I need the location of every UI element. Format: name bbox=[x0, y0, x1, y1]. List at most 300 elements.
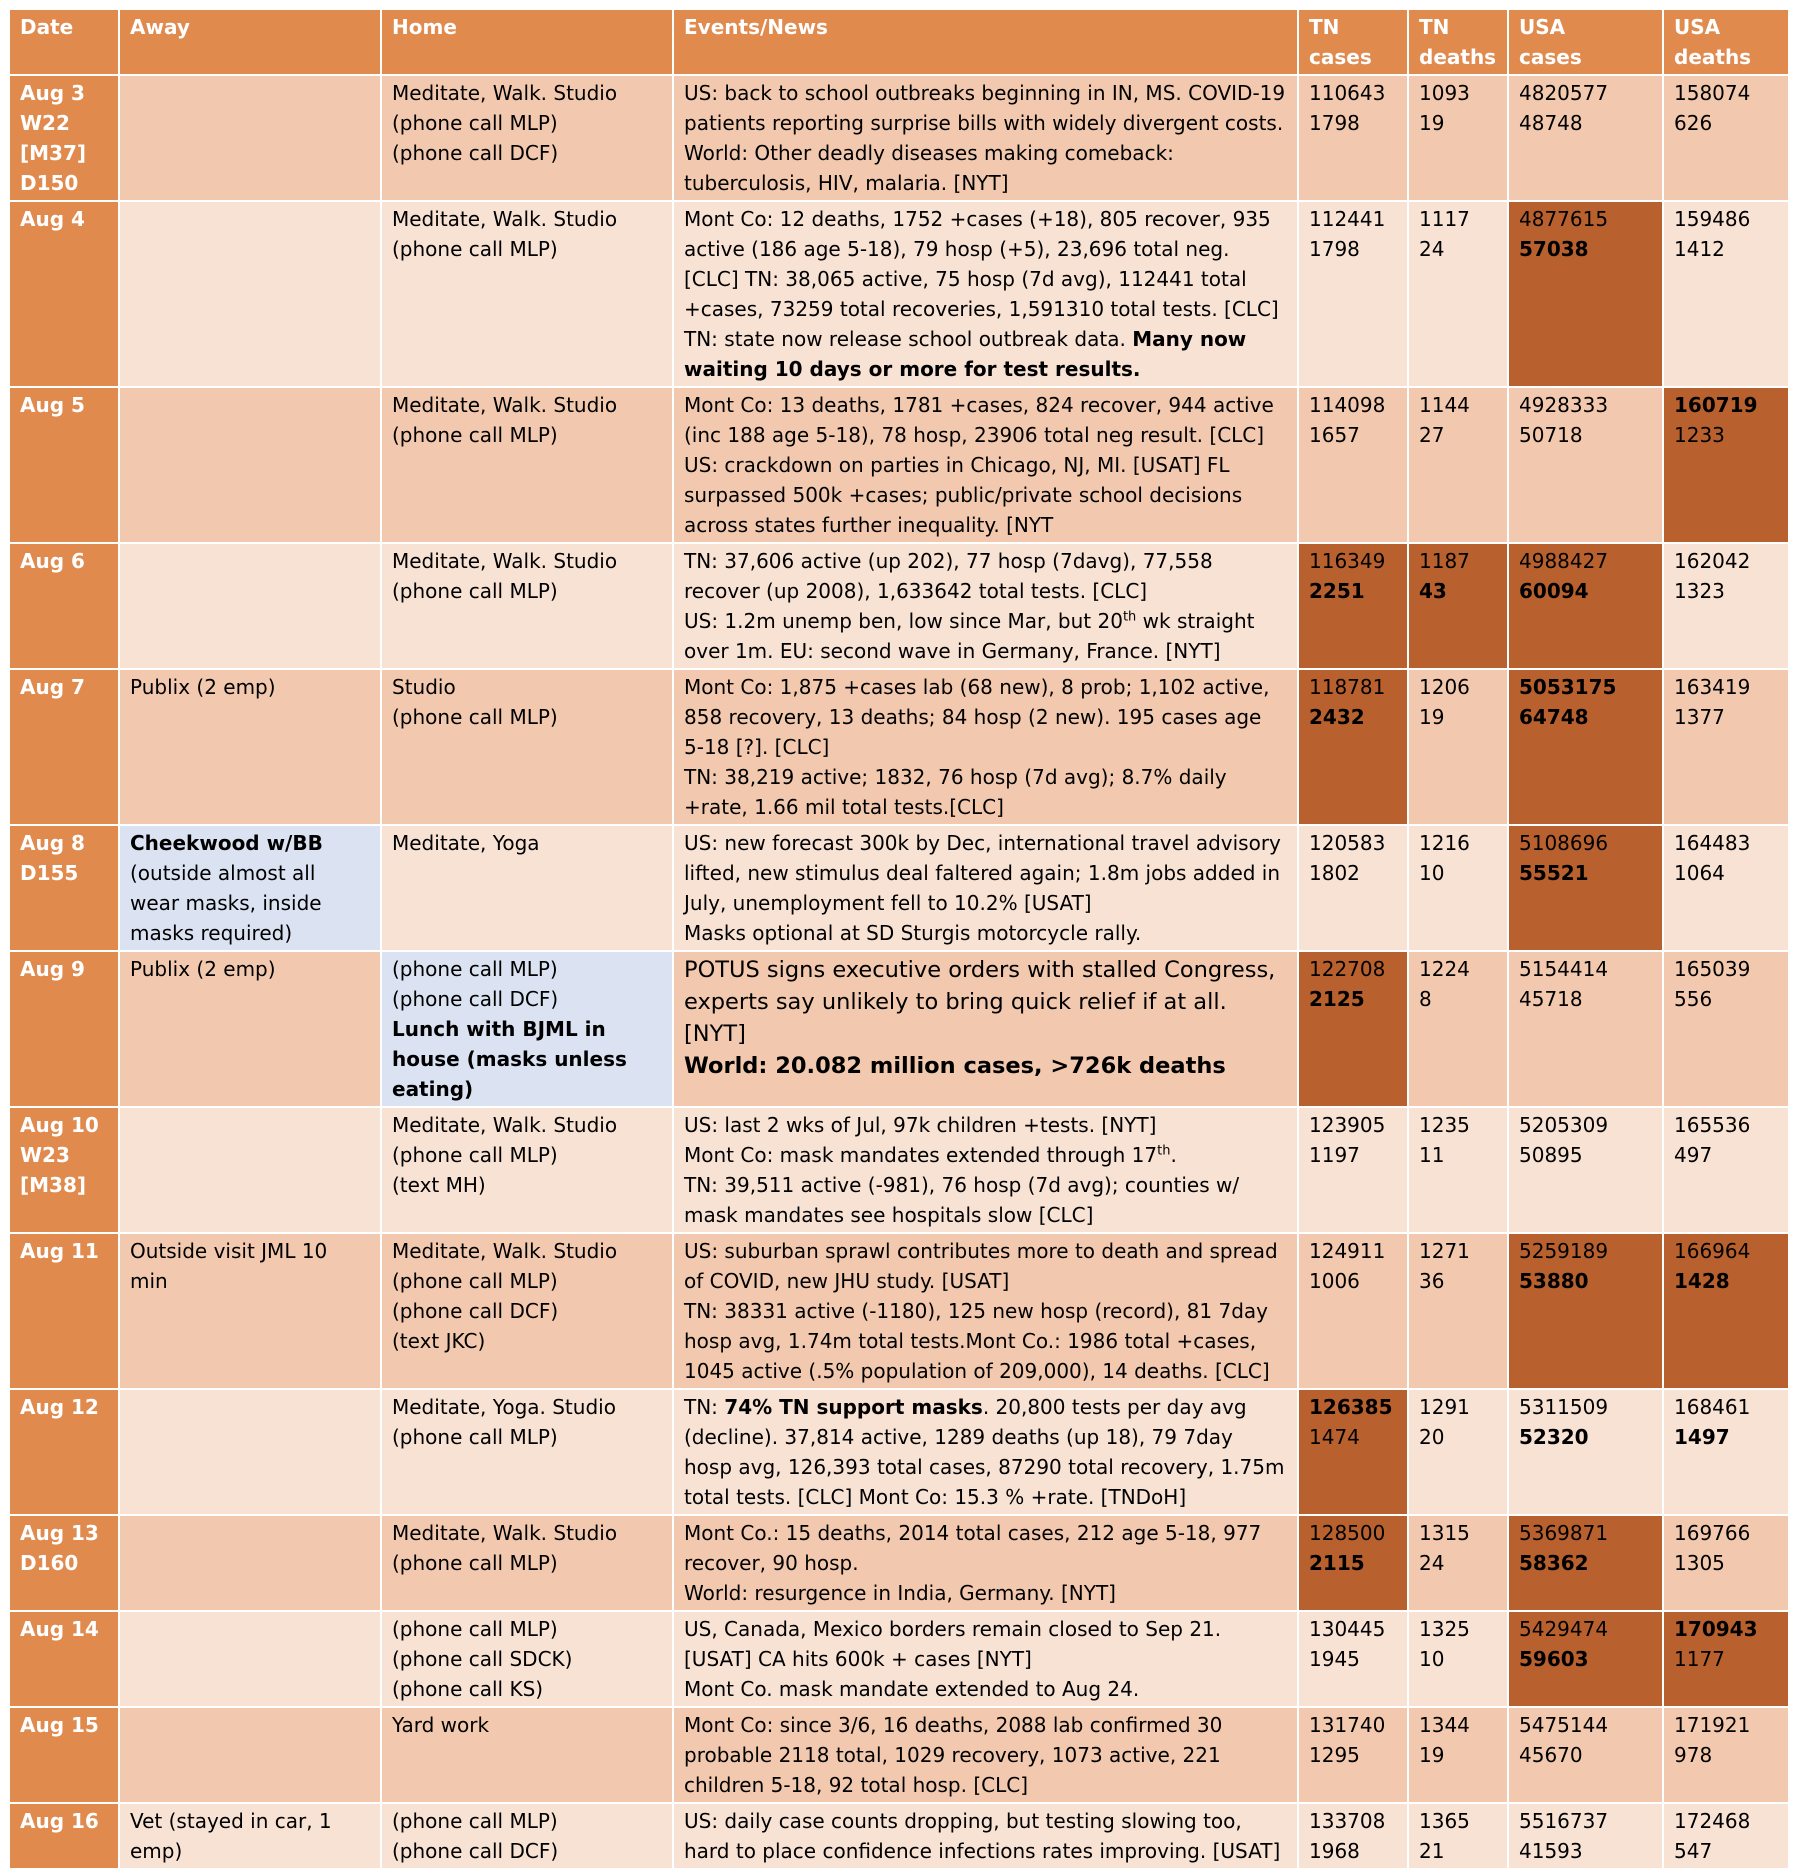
tn-deaths-cell bbox=[1408, 669, 1508, 825]
cell-text: 133708 bbox=[1309, 1809, 1386, 1833]
usa-deaths-cell bbox=[1663, 387, 1789, 543]
usa-cases-cell bbox=[1508, 669, 1663, 825]
cell-text: D155 bbox=[20, 861, 79, 885]
date-cell bbox=[9, 1515, 119, 1611]
usa-deaths-cell bbox=[1663, 951, 1789, 1107]
table-row bbox=[9, 387, 1789, 543]
cell-text: . 20,800 tests per day avg (decline). 37,814 active, 1289 deaths (up 18), 79 7day hosp avg, 126,393 total cases, 87290 total recovery, 1.75m total tests. [CLC] Mont Co: 15.3 % +rate. [TNDoH] bbox=[684, 1395, 1285, 1509]
cell-text: th bbox=[1157, 1143, 1171, 1159]
tn-cases-cell bbox=[1298, 387, 1408, 543]
cell-text: 11 bbox=[1419, 1143, 1445, 1167]
home-cell bbox=[381, 1233, 673, 1389]
cell-text: 19 bbox=[1419, 705, 1445, 729]
tn-deaths-cell bbox=[1408, 1107, 1508, 1233]
tn-deaths-cell bbox=[1408, 1233, 1508, 1389]
cell-text: 165536 bbox=[1674, 1113, 1751, 1137]
cell-text: 1271 bbox=[1419, 1239, 1470, 1263]
cell-text: (phone call MLP) bbox=[392, 1617, 558, 1641]
cell-text: 1206 bbox=[1419, 675, 1470, 699]
cell-text: Aug 16 bbox=[20, 1809, 99, 1833]
cell-text: Meditate, Walk. Studio bbox=[392, 1521, 618, 1545]
cell-text: 55521 bbox=[1519, 861, 1589, 885]
cell-text: US: 1.2m unemp ben, low since Mar, but 20 bbox=[684, 609, 1123, 633]
away-cell bbox=[119, 951, 381, 1107]
date-cell bbox=[9, 1389, 119, 1515]
header-home bbox=[381, 9, 673, 75]
home-cell bbox=[381, 75, 673, 201]
cell-text: 1365 bbox=[1419, 1809, 1470, 1833]
usa-deaths-cell bbox=[1663, 1707, 1789, 1803]
home-cell bbox=[381, 1515, 673, 1611]
tn-cases-cell bbox=[1298, 1233, 1408, 1389]
cell-text: Aug 13 bbox=[20, 1521, 99, 1545]
usa-deaths-cell bbox=[1663, 75, 1789, 201]
usa-cases-cell bbox=[1508, 1515, 1663, 1611]
cell-text: 5311509 bbox=[1519, 1395, 1609, 1419]
away-cell bbox=[119, 1107, 381, 1233]
cell-text: 1197 bbox=[1309, 1143, 1360, 1167]
date-cell bbox=[9, 669, 119, 825]
cell-text: cases bbox=[1309, 45, 1372, 69]
header-row bbox=[9, 9, 1789, 75]
cell-text: Aug 11 bbox=[20, 1239, 99, 1263]
cell-text: TN: state now release school outbreak data. bbox=[684, 327, 1133, 351]
cell-text: 58362 bbox=[1519, 1551, 1589, 1575]
cell-text: D160 bbox=[20, 1551, 79, 1575]
cell-text: USA bbox=[1674, 15, 1721, 39]
tn-cases-cell bbox=[1298, 1515, 1408, 1611]
cell-text: 122708 bbox=[1309, 957, 1386, 981]
date-cell bbox=[9, 1707, 119, 1803]
cell-text: 120583 bbox=[1309, 831, 1386, 855]
tn-deaths-cell bbox=[1408, 75, 1508, 201]
away-cell bbox=[119, 1389, 381, 1515]
cell-text: TN: bbox=[684, 1395, 725, 1419]
events-cell bbox=[673, 1107, 1298, 1233]
home-cell bbox=[381, 1107, 673, 1233]
cell-text: 45718 bbox=[1519, 987, 1583, 1011]
cell-text: Aug 12 bbox=[20, 1395, 99, 1419]
table-row bbox=[9, 669, 1789, 825]
cell-text: (phone call MLP) bbox=[392, 423, 558, 447]
header-events bbox=[673, 9, 1298, 75]
cell-text: US, Canada, Mexico borders remain closed to Sep 21. [USAT] CA hits 600k + cases [NYT] bbox=[684, 1617, 1222, 1671]
home-cell bbox=[381, 1611, 673, 1707]
cell-text: (phone call MLP) bbox=[392, 1551, 558, 1575]
cell-text: (phone call MLP) bbox=[392, 579, 558, 603]
date-cell bbox=[9, 825, 119, 951]
cell-text: Home bbox=[392, 15, 457, 39]
cell-text: US: last 2 wks of Jul, 97k children +tests. [NYT] bbox=[684, 1113, 1157, 1137]
cell-text: Publix (2 emp) bbox=[130, 675, 276, 699]
cell-text: Aug 6 bbox=[20, 549, 85, 573]
cell-text: Meditate, Walk. Studio bbox=[392, 81, 618, 105]
events-cell bbox=[673, 201, 1298, 387]
cell-text: 5429474 bbox=[1519, 1617, 1609, 1641]
cell-text: . bbox=[1170, 1143, 1177, 1167]
usa-deaths-cell bbox=[1663, 1107, 1789, 1233]
cell-text: US: back to school outbreaks beginning in IN, MS. COVID-19 patients reporting surprise bills with widely divergent costs. World: Other deadly diseases making comeback: tuberculosis, HIV, malaria. [NYT] bbox=[684, 81, 1286, 195]
cell-text: 27 bbox=[1419, 423, 1445, 447]
cell-text: Mont Co: mask mandates extended through 17 bbox=[684, 1143, 1158, 1167]
cell-text: US: daily case counts dropping, but testing slowing too, hard to place confidence infections rates improving. [USAT] bbox=[684, 1809, 1281, 1863]
tn-deaths-cell bbox=[1408, 1515, 1508, 1611]
cell-text: 1064 bbox=[1674, 861, 1725, 885]
usa-deaths-cell bbox=[1663, 201, 1789, 387]
cell-text: 50895 bbox=[1519, 1143, 1583, 1167]
away-cell bbox=[119, 543, 381, 669]
date-cell bbox=[9, 1803, 119, 1869]
cell-text: 123905 bbox=[1309, 1113, 1386, 1137]
cell-text: 131740 bbox=[1309, 1713, 1386, 1737]
cell-text: 5516737 bbox=[1519, 1809, 1609, 1833]
usa-cases-cell bbox=[1508, 1107, 1663, 1233]
cell-text: 1968 bbox=[1309, 1839, 1360, 1863]
cell-text: Meditate, Walk. Studio bbox=[392, 393, 618, 417]
date-cell bbox=[9, 387, 119, 543]
cell-text: 5108696 bbox=[1519, 831, 1609, 855]
cell-text: 41593 bbox=[1519, 1839, 1583, 1863]
usa-cases-cell bbox=[1508, 75, 1663, 201]
cell-text: 19 bbox=[1419, 111, 1445, 135]
tn-deaths-cell bbox=[1408, 1707, 1508, 1803]
cell-text: 43 bbox=[1419, 579, 1447, 603]
tn-deaths-cell bbox=[1408, 1803, 1508, 1869]
tn-cases-cell bbox=[1298, 1107, 1408, 1233]
cell-text: (phone call MLP) bbox=[392, 237, 558, 261]
away-cell bbox=[119, 1233, 381, 1389]
tn-deaths-cell bbox=[1408, 1389, 1508, 1515]
cell-text: 24 bbox=[1419, 1551, 1445, 1575]
cell-text: (text MH) bbox=[392, 1173, 486, 1197]
cell-text: deaths bbox=[1674, 45, 1752, 69]
cell-text: 1117 bbox=[1419, 207, 1470, 231]
tn-cases-cell bbox=[1298, 75, 1408, 201]
cell-text: 5369871 bbox=[1519, 1521, 1609, 1545]
cell-text: 1798 bbox=[1309, 111, 1360, 135]
date-cell bbox=[9, 951, 119, 1107]
tn-deaths-cell bbox=[1408, 201, 1508, 387]
cell-text: Aug 4 bbox=[20, 207, 85, 231]
cell-text: Aug 7 bbox=[20, 675, 85, 699]
cell-text: 128500 bbox=[1309, 1521, 1386, 1545]
cell-text: TN: 38331 active (-1180), 125 new hosp (record), 81 7day hosp avg, 1.74m total tests.Mont Co.: 1986 total +cases, 1045 active (.5% population of 209,000), 14 deaths. [CLC] bbox=[684, 1299, 1270, 1383]
home-cell bbox=[381, 669, 673, 825]
table-row bbox=[9, 1707, 1789, 1803]
cell-text: 4928333 bbox=[1519, 393, 1609, 417]
cell-text: 110643 bbox=[1309, 81, 1386, 105]
home-cell bbox=[381, 543, 673, 669]
cell-text: Aug 9 bbox=[20, 957, 85, 981]
table-row bbox=[9, 75, 1789, 201]
cell-text: Aug 5 bbox=[20, 393, 85, 417]
cell-text: 1412 bbox=[1674, 237, 1725, 261]
cell-text: 1344 bbox=[1419, 1713, 1470, 1737]
cell-text: Meditate, Walk. Studio bbox=[392, 549, 618, 573]
cell-text: Vet (stayed in car, 1 emp) bbox=[130, 1809, 332, 1863]
header-usa-cases bbox=[1508, 9, 1663, 75]
cell-text: 164483 bbox=[1674, 831, 1751, 855]
cell-text: Outside visit JML 10 min bbox=[130, 1239, 328, 1293]
events-cell bbox=[673, 825, 1298, 951]
cell-text: 57038 bbox=[1519, 237, 1589, 261]
table-row bbox=[9, 951, 1789, 1107]
tn-cases-cell bbox=[1298, 1611, 1408, 1707]
away-cell bbox=[119, 387, 381, 543]
cell-text: Away bbox=[130, 15, 190, 39]
cell-text: Publix (2 emp) bbox=[130, 957, 276, 981]
cell-text: 1144 bbox=[1419, 393, 1470, 417]
cell-text: 1295 bbox=[1309, 1743, 1360, 1767]
events-cell bbox=[673, 951, 1298, 1107]
header-tn-deaths bbox=[1408, 9, 1508, 75]
cell-text: 2251 bbox=[1309, 579, 1365, 603]
date-cell bbox=[9, 1233, 119, 1389]
usa-cases-cell bbox=[1508, 543, 1663, 669]
tn-deaths-cell bbox=[1408, 951, 1508, 1107]
cell-text: Yard work bbox=[392, 1713, 490, 1737]
table-row bbox=[9, 1611, 1789, 1707]
cell-text: 163419 bbox=[1674, 675, 1751, 699]
cell-text: Events/News bbox=[684, 15, 828, 39]
cell-text: 170943 bbox=[1674, 1617, 1758, 1641]
usa-deaths-cell bbox=[1663, 1803, 1789, 1869]
cell-text: 1235 bbox=[1419, 1113, 1470, 1137]
events-cell bbox=[673, 75, 1298, 201]
cell-text: 1291 bbox=[1419, 1395, 1470, 1419]
cell-text: 10 bbox=[1419, 1647, 1445, 1671]
events-cell bbox=[673, 543, 1298, 669]
events-cell bbox=[673, 669, 1298, 825]
home-cell bbox=[381, 951, 673, 1107]
cell-text: Aug 14 bbox=[20, 1617, 99, 1641]
tn-cases-cell bbox=[1298, 951, 1408, 1107]
events-cell bbox=[673, 1515, 1298, 1611]
cell-text: 159486 bbox=[1674, 207, 1751, 231]
cell-text: 59603 bbox=[1519, 1647, 1589, 1671]
cell-text: 1802 bbox=[1309, 861, 1360, 885]
cell-text: cases bbox=[1519, 45, 1582, 69]
cell-text: (phone call MLP) bbox=[392, 1269, 558, 1293]
cell-text: 1798 bbox=[1309, 237, 1360, 261]
table-row bbox=[9, 543, 1789, 669]
cell-text: 1497 bbox=[1674, 1425, 1730, 1449]
usa-cases-cell bbox=[1508, 1803, 1663, 1869]
usa-deaths-cell bbox=[1663, 1233, 1789, 1389]
cell-text: 126385 bbox=[1309, 1395, 1393, 1419]
cell-text: 2125 bbox=[1309, 987, 1365, 1011]
usa-cases-cell bbox=[1508, 1233, 1663, 1389]
tn-deaths-cell bbox=[1408, 1611, 1508, 1707]
cell-text: Mont Co.: 15 deaths, 2014 total cases, 212 age 5-18, 977 recover, 90 hosp. bbox=[684, 1521, 1262, 1575]
cell-text: POTUS signs executive orders with stalled Congress, experts say unlikely to bring quick relief if at all. [NYT] bbox=[684, 957, 1276, 1047]
cell-text: TN bbox=[1419, 15, 1450, 39]
cell-text: 169766 bbox=[1674, 1521, 1751, 1545]
header-usa-deaths bbox=[1663, 9, 1789, 75]
usa-cases-cell bbox=[1508, 951, 1663, 1107]
header-tn-cases bbox=[1298, 9, 1408, 75]
away-cell bbox=[119, 201, 381, 387]
cell-text: W23 bbox=[20, 1143, 70, 1167]
cell-text: 60094 bbox=[1519, 579, 1589, 603]
tn-cases-cell bbox=[1298, 543, 1408, 669]
cell-text: 5154414 bbox=[1519, 957, 1609, 981]
cell-text: Meditate, Yoga bbox=[392, 831, 540, 855]
away-cell bbox=[119, 1515, 381, 1611]
header-date bbox=[9, 9, 119, 75]
cell-text: 4877615 bbox=[1519, 207, 1609, 231]
cell-text: wk straight over 1m. EU: second wave in Germany, France. [NYT] bbox=[684, 609, 1255, 663]
cell-text: W22 bbox=[20, 111, 70, 135]
tn-cases-cell bbox=[1298, 1389, 1408, 1515]
cell-text: [M38] bbox=[20, 1173, 87, 1197]
tn-deaths-cell bbox=[1408, 387, 1508, 543]
usa-cases-cell bbox=[1508, 1611, 1663, 1707]
cell-text: 1315 bbox=[1419, 1521, 1470, 1545]
cell-text: 978 bbox=[1674, 1743, 1713, 1767]
cell-text: 74% TN support masks bbox=[724, 1395, 983, 1419]
tn-cases-cell bbox=[1298, 825, 1408, 951]
cell-text: (phone call SDCK) bbox=[392, 1647, 573, 1671]
events-cell bbox=[673, 1611, 1298, 1707]
events-cell bbox=[673, 1389, 1298, 1515]
cell-text: 5259189 bbox=[1519, 1239, 1609, 1263]
cell-text: (phone call MLP) bbox=[392, 705, 558, 729]
cell-text: (text JKC) bbox=[392, 1329, 486, 1353]
cell-text: 1177 bbox=[1674, 1647, 1725, 1671]
events-cell bbox=[673, 1233, 1298, 1389]
cell-text: (phone call MLP) bbox=[392, 111, 558, 135]
usa-deaths-cell bbox=[1663, 1389, 1789, 1515]
cell-text: Meditate, Walk. Studio bbox=[392, 207, 618, 231]
cell-text: 2115 bbox=[1309, 1551, 1365, 1575]
away-cell bbox=[119, 75, 381, 201]
cell-text: deaths bbox=[1419, 45, 1497, 69]
cell-text: 4988427 bbox=[1519, 549, 1609, 573]
cell-text: 50718 bbox=[1519, 423, 1583, 447]
tn-cases-cell bbox=[1298, 669, 1408, 825]
home-cell bbox=[381, 201, 673, 387]
cell-text: Masks optional at SD Sturgis motorcycle rally. bbox=[684, 921, 1142, 945]
away-cell bbox=[119, 1611, 381, 1707]
tn-cases-cell bbox=[1298, 201, 1408, 387]
cell-text: 118781 bbox=[1309, 675, 1386, 699]
cell-text: US: suburban sprawl contributes more to death and spread of COVID, new JHU study. [USAT] bbox=[684, 1239, 1278, 1293]
cell-text: th bbox=[1122, 609, 1137, 625]
events-cell bbox=[673, 1803, 1298, 1869]
away-cell bbox=[119, 669, 381, 825]
cell-text: Aug 3 bbox=[20, 81, 85, 105]
covid-journal-table bbox=[8, 8, 1790, 1870]
usa-deaths-cell bbox=[1663, 543, 1789, 669]
events-cell bbox=[673, 387, 1298, 543]
table-row bbox=[9, 1515, 1789, 1611]
cell-text: (phone call MLP) bbox=[392, 1809, 558, 1833]
table-row bbox=[9, 1233, 1789, 1389]
cell-text: 1305 bbox=[1674, 1551, 1725, 1575]
usa-deaths-cell bbox=[1663, 1611, 1789, 1707]
cell-text: TN: 38,219 active; 1832, 76 hosp (7d avg); 8.7% daily +rate, 1.66 mil total tests.[CLC] bbox=[684, 765, 1227, 819]
tn-cases-cell bbox=[1298, 1707, 1408, 1803]
cell-text: 45670 bbox=[1519, 1743, 1583, 1767]
away-cell bbox=[119, 1707, 381, 1803]
usa-deaths-cell bbox=[1663, 825, 1789, 951]
cell-text: Meditate, Yoga. Studio bbox=[392, 1395, 616, 1419]
cell-text: 1474 bbox=[1309, 1425, 1360, 1449]
cell-text: 21 bbox=[1419, 1839, 1445, 1863]
date-cell bbox=[9, 1107, 119, 1233]
cell-text: Aug 8 bbox=[20, 831, 85, 855]
cell-text: 1323 bbox=[1674, 579, 1725, 603]
cell-text: 1233 bbox=[1674, 423, 1725, 447]
date-cell bbox=[9, 543, 119, 669]
usa-cases-cell bbox=[1508, 1707, 1663, 1803]
cell-text: 5475144 bbox=[1519, 1713, 1609, 1737]
table-row bbox=[9, 825, 1789, 951]
date-cell bbox=[9, 201, 119, 387]
cell-text: 160719 bbox=[1674, 393, 1758, 417]
cell-text: 4820577 bbox=[1519, 81, 1609, 105]
cell-text: Many now waiting 10 days or more for test results. bbox=[684, 327, 1247, 381]
cell-text: Mont Co: 12 deaths, 1752 +cases (+18), 805 recover, 935 active (186 age 5-18), 79 hosp (+5), 23,696 total neg. [CLC] TN: 38,065 active, 75 hosp (7d avg), 112441 total +cases, 73259 total recoveries, 1,591310 total tests. [CLC] bbox=[684, 207, 1279, 321]
cell-text: 172468 bbox=[1674, 1809, 1751, 1833]
cell-text: World: resurgence in India, Germany. [NYT] bbox=[684, 1581, 1116, 1605]
cell-text: (phone call MLP) bbox=[392, 957, 558, 981]
cell-text: (phone call DCF) bbox=[392, 1839, 559, 1863]
cell-text: 1377 bbox=[1674, 705, 1725, 729]
cell-text: 626 bbox=[1674, 111, 1713, 135]
cell-text: 1428 bbox=[1674, 1269, 1730, 1293]
usa-deaths-cell bbox=[1663, 1515, 1789, 1611]
cell-text: 165039 bbox=[1674, 957, 1751, 981]
usa-cases-cell bbox=[1508, 201, 1663, 387]
cell-text: 10 bbox=[1419, 861, 1445, 885]
cell-text: 1224 bbox=[1419, 957, 1470, 981]
cell-text: 1657 bbox=[1309, 423, 1360, 447]
cell-text: 162042 bbox=[1674, 549, 1751, 573]
cell-text: TN bbox=[1309, 15, 1340, 39]
cell-text: 52320 bbox=[1519, 1425, 1589, 1449]
cell-text: Studio bbox=[392, 675, 456, 699]
cell-text: TN: 39,511 active (-981), 76 hosp (7d avg); counties w/ mask mandates see hospitals slow [CLC] bbox=[684, 1173, 1240, 1227]
cell-text: 171921 bbox=[1674, 1713, 1751, 1737]
cell-text: 36 bbox=[1419, 1269, 1445, 1293]
tn-deaths-cell bbox=[1408, 825, 1508, 951]
cell-text: 5205309 bbox=[1519, 1113, 1609, 1137]
cell-text: Mont Co: since 3/6, 16 deaths, 2088 lab confirmed 30 probable 2118 total, 1029 recovery, 1073 active, 221 children 5-18, 92 total hosp. [CLC] bbox=[684, 1713, 1223, 1797]
cell-text: 168461 bbox=[1674, 1395, 1751, 1419]
usa-cases-cell bbox=[1508, 387, 1663, 543]
header-away bbox=[119, 9, 381, 75]
cell-text: World: 20.082 million cases, >726k deaths bbox=[684, 1053, 1226, 1079]
home-cell bbox=[381, 387, 673, 543]
table-row bbox=[9, 1107, 1789, 1233]
tn-cases-cell bbox=[1298, 1803, 1408, 1869]
cell-text: 8 bbox=[1419, 987, 1432, 1011]
cell-text: 1325 bbox=[1419, 1617, 1470, 1641]
cell-text: (phone call DCF) bbox=[392, 1299, 559, 1323]
cell-text: 130445 bbox=[1309, 1617, 1386, 1641]
usa-cases-cell bbox=[1508, 825, 1663, 951]
cell-text: Mont Co: 1,875 +cases lab (68 new), 8 prob; 1,102 active, 858 recovery, 13 deaths; 84 hosp (2 new). 195 cases age 5-18 [?]. [CLC] bbox=[684, 675, 1270, 759]
home-cell bbox=[381, 1803, 673, 1869]
cell-text: 1216 bbox=[1419, 831, 1470, 855]
table-row bbox=[9, 1389, 1789, 1515]
cell-text: 114098 bbox=[1309, 393, 1386, 417]
cell-text: Cheekwood w/BB bbox=[130, 831, 323, 855]
cell-text: (phone call KS) bbox=[392, 1677, 544, 1701]
cell-text: 1187 bbox=[1419, 549, 1470, 573]
